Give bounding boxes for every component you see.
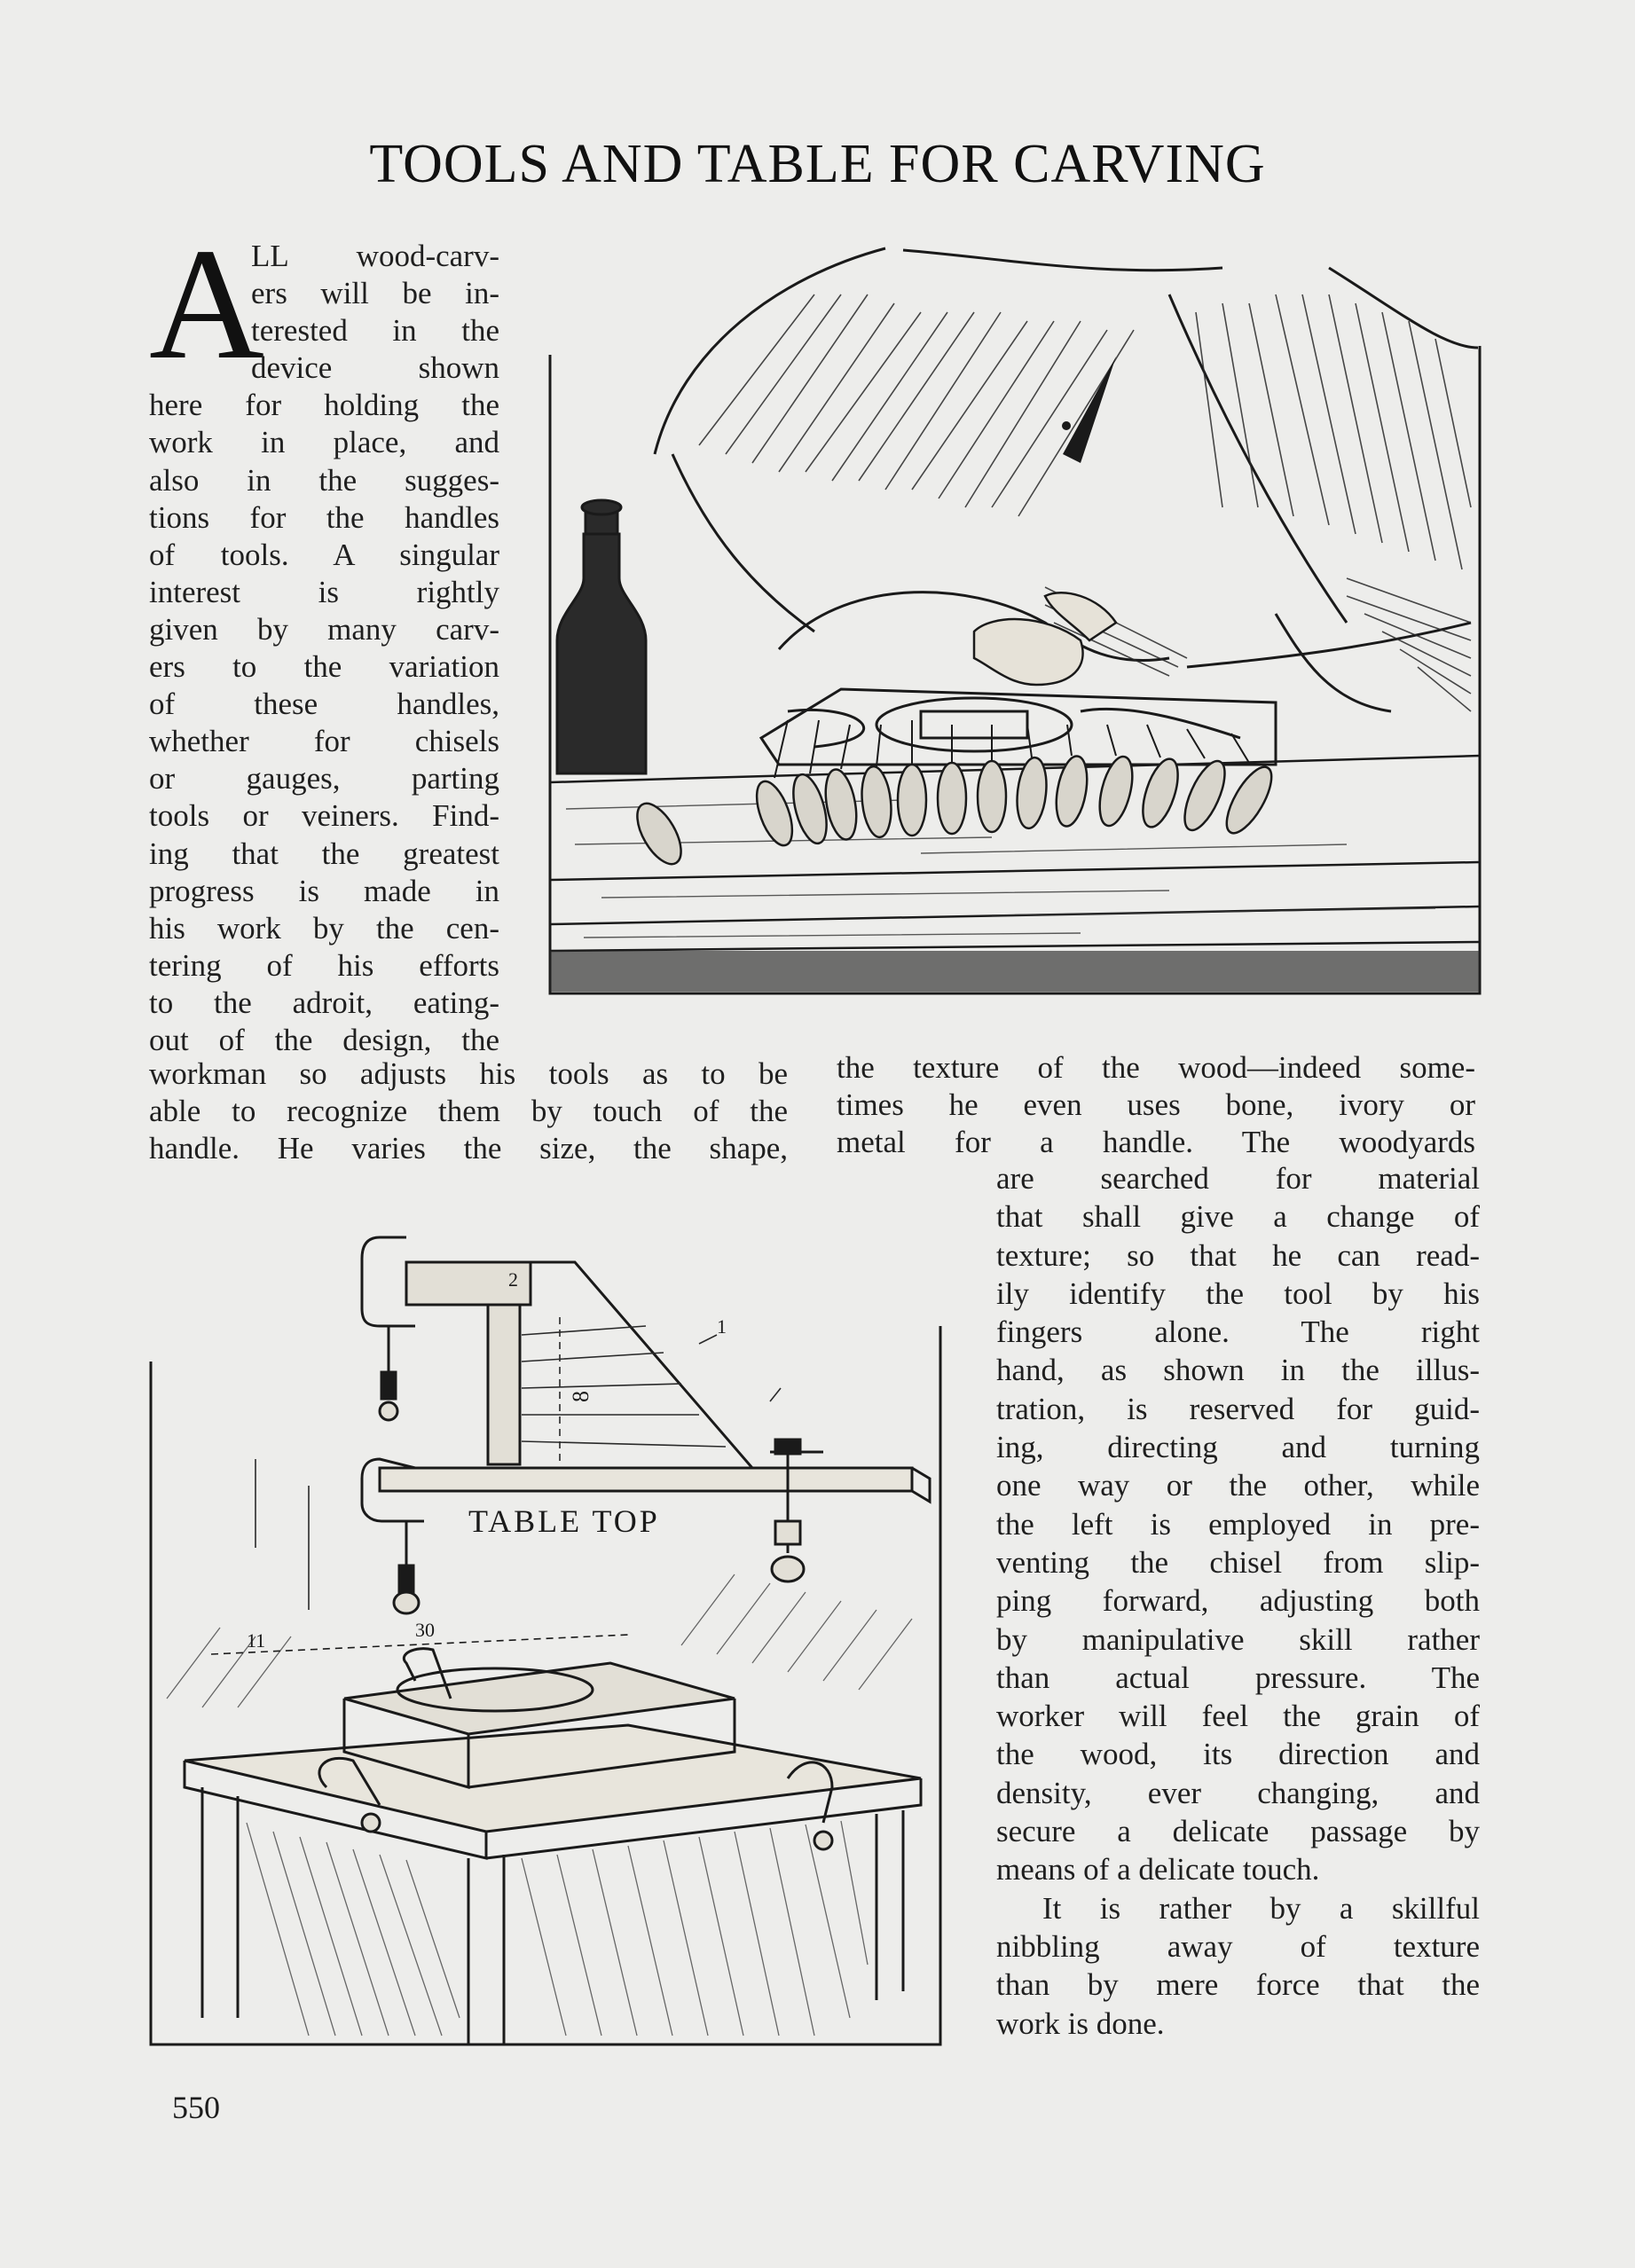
- intro-line: tering of his efforts: [149, 947, 499, 983]
- left-line: able to recognize them by touch of the: [149, 1094, 788, 1129]
- page-number: 550: [172, 2090, 220, 2125]
- intro-line: interest is rightly: [149, 574, 499, 609]
- narrow-line: the wood, its direction and: [996, 1737, 1480, 1772]
- narrow-line: fingers alone. The right: [996, 1314, 1480, 1350]
- closing-line: nibbling away of texture: [996, 1928, 1480, 1964]
- right-column: [837, 1049, 1475, 1161]
- narrow-line: ping forward, adjusting both: [996, 1583, 1480, 1619]
- narrow-line: ing, directing and turning: [996, 1430, 1480, 1465]
- left-column: [149, 1056, 788, 1167]
- dimension-top-label: 2: [508, 1268, 518, 1291]
- narrow-line: secure a delicate passage by: [996, 1814, 1480, 1849]
- intro-line: out of the design, the: [149, 1022, 499, 1057]
- table-top-label: TABLE TOP: [468, 1503, 660, 1539]
- narrow-line: venting the chisel from slip-: [996, 1544, 1480, 1580]
- intro-line: tions for the handles: [149, 499, 499, 535]
- page-title: TOOLS AND TABLE FOR CARVING: [369, 134, 1266, 194]
- clamp-table-diagram: [149, 1202, 958, 2049]
- narrow-line: means of a delicate touch.: [996, 1852, 1320, 1887]
- intro-line: ing that the greatest: [149, 836, 499, 871]
- intro-line: here for holding the: [149, 388, 499, 423]
- intro-line: device shown: [251, 350, 499, 386]
- closing-line: It is rather by a skillful: [1042, 1890, 1480, 1926]
- intro-line: terested in the: [251, 313, 499, 349]
- dimension-left-label: 11: [247, 1629, 266, 1652]
- narrow-line: ily identify the tool by his: [996, 1275, 1480, 1311]
- narrow-line: are searched for material: [996, 1161, 1480, 1196]
- dimension-height-label: 8: [568, 1391, 593, 1402]
- dimension-right-label: 30: [415, 1619, 435, 1641]
- carver-illustration: [548, 241, 1483, 995]
- narrow-line: tration, is reserved for guid-: [996, 1391, 1480, 1426]
- intro-line: work in place, and: [149, 425, 499, 460]
- narrow-line: the left is employed in pre-: [996, 1506, 1480, 1542]
- narrow-line: worker will feel the grain of: [996, 1699, 1480, 1734]
- intro-line: to the adroit, eating-: [149, 985, 499, 1020]
- right-line: times he even uses bone, ivory or: [837, 1087, 1475, 1123]
- dimension-slope-label: 1: [717, 1315, 727, 1338]
- intro-line: tools or veiners. Find-: [149, 798, 499, 834]
- intro-line: progress is made in: [149, 873, 499, 908]
- intro-line: given by many carv-: [149, 611, 499, 647]
- left-line: handle. He varies the size, the shape,: [149, 1131, 788, 1166]
- narrow-line: by manipulative skill rather: [996, 1621, 1480, 1657]
- narrow-line: that shall give a change of: [996, 1199, 1480, 1235]
- intro-column: [149, 216, 499, 1059]
- right-line: the texture of the wood—indeed some-: [837, 1050, 1475, 1085]
- closing-line: than by mere force that the: [996, 1967, 1480, 2003]
- intro-line: of tools. A singular: [149, 537, 499, 572]
- intro-line: or gauges, parting: [149, 761, 499, 797]
- intro-line: whether for chisels: [149, 724, 499, 759]
- drop-cap: A: [149, 216, 264, 392]
- right-line: metal for a handle. The woodyards: [837, 1125, 1475, 1160]
- left-line: workman so adjusts his tools as to be: [149, 1056, 788, 1091]
- intro-line: of these handles,: [149, 687, 499, 722]
- narrow-line: one way or the other, while: [996, 1468, 1480, 1503]
- narrow-line: texture; so that he can read-: [996, 1237, 1480, 1273]
- intro-line: his work by the cen-: [149, 910, 499, 946]
- intro-line: ers will be in-: [251, 276, 499, 311]
- narrow-line: density, ever changing, and: [996, 1775, 1480, 1810]
- intro-line: also in the sugges-: [149, 462, 499, 498]
- narrow-column: [996, 1159, 1480, 2043]
- closing-line: work is done.: [996, 2005, 1165, 2041]
- narrow-line: than actual pressure. The: [996, 1660, 1480, 1695]
- intro-line: ers to the variation: [149, 649, 499, 685]
- intro-line: LL wood-carv-: [251, 239, 499, 273]
- narrow-line: hand, as shown in the illus-: [996, 1353, 1480, 1388]
